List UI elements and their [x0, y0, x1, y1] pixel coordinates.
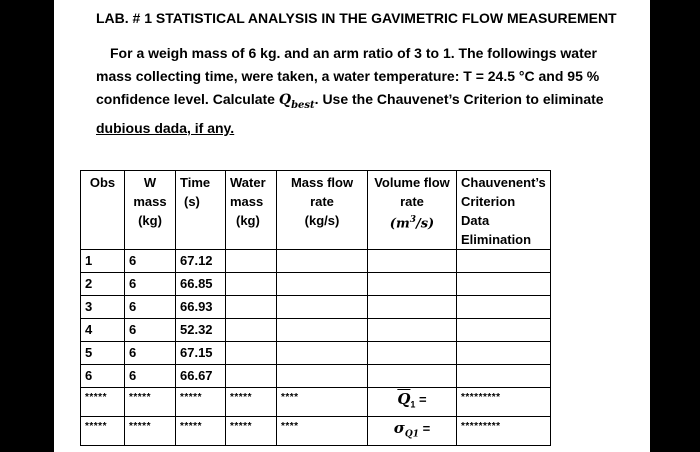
table-row: [81, 319, 551, 342]
cell-obs: 2: [81, 273, 125, 296]
cell-obs: 4: [81, 319, 125, 342]
cell-obs: 5: [81, 342, 125, 365]
cell-mass-flow: [277, 250, 368, 273]
data-table: [80, 170, 551, 446]
cell-volume-flow: [368, 319, 457, 342]
document-page: [54, 0, 650, 452]
cell-time: 67.12: [176, 250, 226, 273]
cell-mass-flow: [277, 342, 368, 365]
summary-row-sigma: [81, 416, 551, 446]
cell-time: 66.67: [176, 365, 226, 388]
cell-time: 67.15: [176, 342, 226, 365]
problem-statement: [96, 42, 616, 140]
table-row: [81, 296, 551, 319]
cell-w-mass: 6: [125, 342, 176, 365]
cell-time: 66.93: [176, 296, 226, 319]
header-mass-flow: Mass flow rate (kg/s): [277, 171, 368, 250]
header-obs: Obs: [81, 171, 125, 250]
header-volume-flow: Volume flow rate $(m^3/s)$: [368, 171, 457, 250]
header-water-mass: Water mass (kg): [226, 171, 277, 250]
volume-flow-unit: $(m^3/s)$: [389, 215, 435, 232]
star-cell: *****: [81, 416, 125, 446]
star-cell: *****: [81, 388, 125, 417]
star-cell: *****: [226, 416, 277, 446]
cell-volume-flow: [368, 296, 457, 319]
mean-q1-cell: $\overline{Q}_1$ =: [368, 388, 457, 417]
cell-chauvenet: [457, 250, 551, 273]
cell-volume-flow: [368, 250, 457, 273]
star-cell: *****: [125, 416, 176, 446]
cell-chauvenet: [457, 319, 551, 342]
star-cell: *****: [125, 388, 176, 417]
table-row: [81, 250, 551, 273]
cell-mass-flow: [277, 296, 368, 319]
cell-volume-flow: [368, 365, 457, 388]
table-header-row: [81, 171, 551, 250]
header-w-mass: W mass (kg): [125, 171, 176, 250]
cell-obs: 1: [81, 250, 125, 273]
cell-obs: 6: [81, 365, 125, 388]
cell-w-mass: 6: [125, 365, 176, 388]
star-cell: *********: [457, 388, 551, 417]
q-best-symbol: $Q_{best}$: [278, 92, 315, 111]
statement-line-3: [96, 88, 616, 117]
cell-water-mass: [226, 319, 277, 342]
cell-water-mass: [226, 273, 277, 296]
cell-chauvenet: [457, 342, 551, 365]
summary-row-mean: [81, 388, 551, 417]
star-cell: *****: [176, 388, 226, 417]
cell-chauvenet: [457, 365, 551, 388]
lab-title: LAB. # 1 STATISTICAL ANALYSIS IN THE GAVIMETRIC FLOW MEASUREMENT: [96, 10, 617, 26]
table-row: [81, 365, 551, 388]
cell-time: 66.85: [176, 273, 226, 296]
cell-water-mass: [226, 342, 277, 365]
star-cell: ****: [277, 388, 368, 417]
statement-line-2: mass collecting time, were taken, a water temperature: T = 24.5 °C and 95 %: [96, 68, 600, 84]
cell-time: 52.32: [176, 319, 226, 342]
cell-w-mass: 6: [125, 296, 176, 319]
q-best-subscript: best: [291, 99, 315, 111]
statement-line-1: For a weigh mass of 6 kg. and an arm ratio of 3 to 1. The followings water: [110, 45, 597, 61]
cell-volume-flow: [368, 342, 457, 365]
cell-water-mass: [226, 365, 277, 388]
header-time: Time (s): [176, 171, 226, 250]
star-cell: *****: [226, 388, 277, 417]
star-cell: *********: [457, 416, 551, 446]
sigma-q1-cell: $\sigma_{Q1}$ =: [368, 416, 457, 446]
table-row: [81, 273, 551, 296]
star-cell: *****: [176, 416, 226, 446]
cell-water-mass: [226, 250, 277, 273]
statement-line-3b: . Use the Chauvenet’s Criterion to eliminate: [314, 91, 604, 107]
table-row: [81, 342, 551, 365]
cell-obs: 3: [81, 296, 125, 319]
cell-w-mass: 6: [125, 273, 176, 296]
cell-volume-flow: [368, 273, 457, 296]
statement-line-3a: confidence level. Calculate: [96, 91, 279, 107]
cell-mass-flow: [277, 319, 368, 342]
cell-w-mass: 6: [125, 250, 176, 273]
cell-mass-flow: [277, 273, 368, 296]
cell-water-mass: [226, 296, 277, 319]
header-chauvenet: Chauvenent’s Criterion Data Elimination: [457, 171, 551, 250]
cell-chauvenet: [457, 296, 551, 319]
statement-line-4: [96, 117, 616, 140]
statement-line-4-text: dubious dada, if any.: [96, 119, 235, 136]
cell-w-mass: 6: [125, 319, 176, 342]
cell-mass-flow: [277, 365, 368, 388]
cell-chauvenet: [457, 273, 551, 296]
star-cell: ****: [277, 416, 368, 446]
